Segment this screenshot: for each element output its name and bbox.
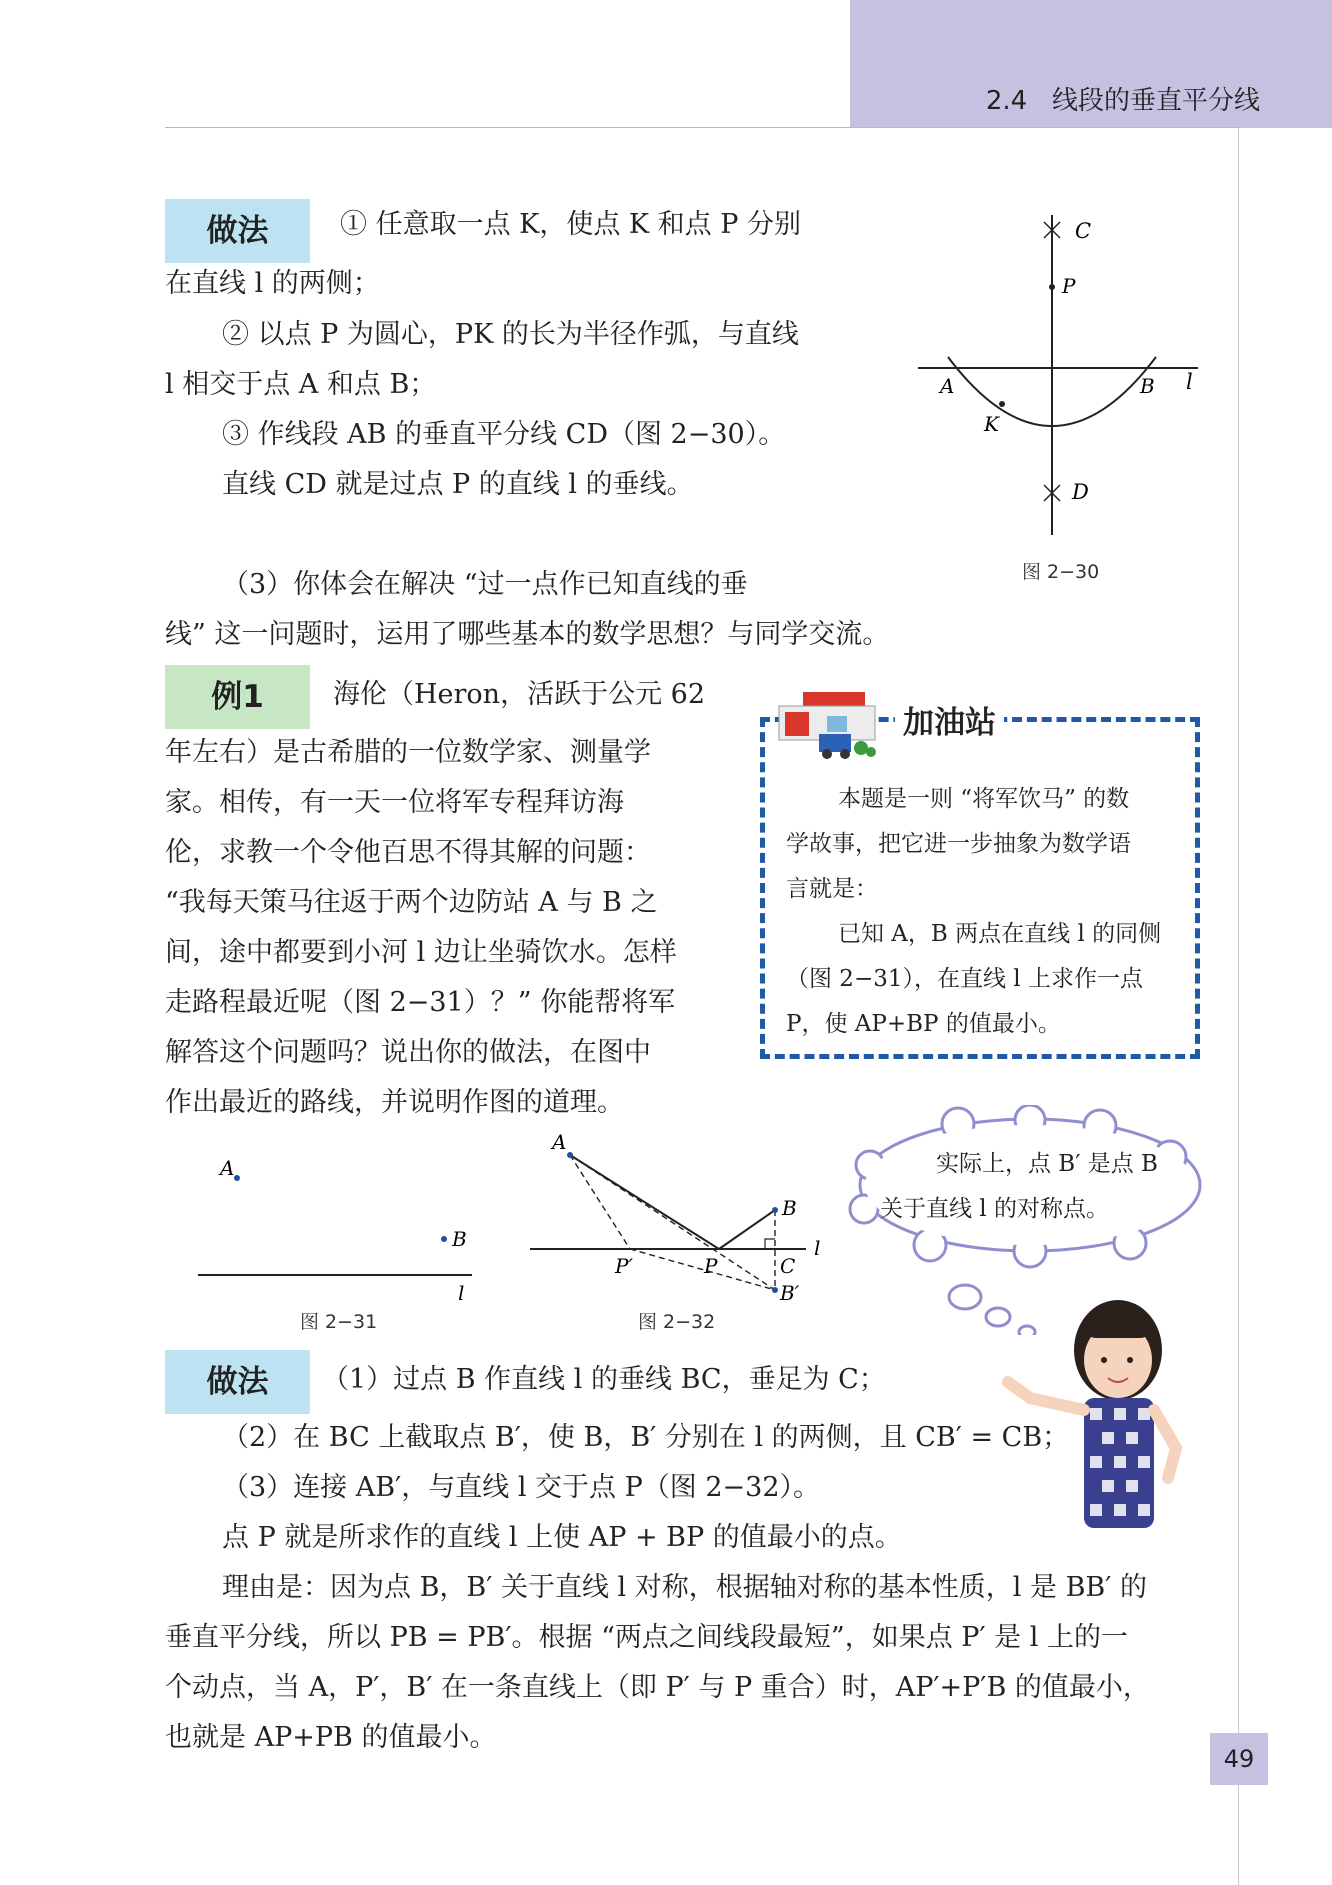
label-k: K [984,412,999,436]
gas-line6: P，使 AP+BP 的值最小。 [786,1011,1061,1037]
figure-2-30 [900,205,1220,535]
point-a [234,1175,240,1181]
gas-station-title: 加油站 [895,697,1004,742]
bubble-line2: 关于直线 l 的对称点。 [880,1196,1109,1222]
segment-ap [570,1155,719,1249]
label-b: B [452,1227,467,1251]
label-l: l [814,1236,821,1260]
method1-line5: ③ 作线段 AB 的垂直平分线 CD（图 2−30）。 [222,419,786,450]
label-p: P [704,1254,718,1278]
gas-station-icon [775,682,890,764]
bubble-line1: 实际上，点 B′ 是点 B [936,1151,1158,1177]
label-l: l [458,1281,465,1305]
label-l: l [1186,370,1193,394]
segment-pb [719,1210,775,1249]
example1-line5: “我每天策马往返于两个边防站 A 与 B 之 [165,887,658,918]
label-a: A [552,1130,567,1154]
example1-line3: 家。相传，有一天一位将军专程拜访海 [165,787,624,818]
example1-line9: 作出最近的路线，并说明作图的道理。 [165,1087,624,1118]
label-p-prime: P′ [615,1254,633,1278]
example1-line2: 年左右）是古希腊的一位数学家、测量学 [165,737,651,768]
method2-line7: 个动点，当 A，P′，B′ 在一条直线上（即 P′ 与 P 重合）时，AP′+P′B 的值最小， [165,1672,1150,1703]
margin-rule [1238,128,1239,1885]
question3-line2: 线” 这一问题时，运用了哪些基本的数学思想？与同学交流。 [165,619,890,650]
method2-line2: （2）在 BC 上截取点 B′，使 B，B′ 分别在 l 的两侧，且 CB′ = CB； [222,1422,1070,1453]
gas-line3: 言就是： [786,876,878,902]
example1-line7: 走路程最近呢（图 2−31）？” 你能帮将军 [165,987,676,1018]
example1-line1: 海伦（Heron，活跃于公元 62 [333,679,706,710]
method2-line8: 也就是 AP+PB 的值最小。 [165,1722,497,1753]
label-c: C [1075,219,1092,243]
gas-line1: 本题是一则 “将军饮马” 的数 [838,786,1130,812]
question3-line1: （3）你体会在解决 “过一点作已知直线的垂 [222,569,748,600]
method2-line4: 点 P 就是所求作的直线 l 上使 AP + BP 的值最小的点。 [222,1522,902,1553]
figure-2-31 [190,1145,490,1310]
gas-line2: 学故事，把它进一步抽象为数学语 [786,831,1131,857]
header-rule [165,127,1240,128]
point-k [999,401,1005,407]
method1-line1: ① 任意取一点 K，使点 K 和点 P 分别 [340,209,802,240]
method2-line1: （1）过点 B 作直线 l 的垂线 BC，垂足为 C； [322,1364,886,1395]
label-c: C [780,1254,796,1278]
figure-2-31-caption: 图 2−31 [300,1311,378,1333]
figure-2-30-caption: 图 2−30 [1022,561,1100,583]
method1-line6: 直线 CD 就是过点 P 的直线 l 的垂线。 [222,469,694,500]
section-title: 线段的垂直平分线 [1051,86,1260,116]
segment-ap-prime [570,1155,630,1249]
method2-line6: 垂直平分线，所以 PB = PB′。根据 “两点之间线段最短”，如果点 P′ 是 l 上的一 [165,1622,1128,1653]
figure-2-32-caption: 图 2−32 [638,1311,716,1333]
right-angle-mark [765,1239,775,1249]
section-number: 2.4 [985,86,1028,116]
method-label: 做法 [165,199,310,263]
method2-line3: （3）连接 AB′，与直线 l 交于点 P（图 2−32）。 [222,1472,821,1503]
method2-line5: 理由是：因为点 B，B′ 关于直线 l 对称，根据轴对称的基本性质，l 是 BB′ 的 [222,1572,1147,1603]
label-b-prime: B′ [780,1281,800,1305]
example-label: 例1 [165,665,310,729]
label-b: B [782,1196,797,1220]
point-p [1049,284,1055,290]
example1-line8: 解答这个问题吗？说出你的做法，在图中 [165,1037,651,1068]
section-heading [986,80,1260,117]
example1-line4: 伦，求教一个令他百思不得其解的问题： [165,837,651,868]
label-b: B [1140,374,1155,398]
gas-line4: 已知 A，B 两点在直线 l 的同侧 [838,921,1162,947]
point-b-prime [772,1287,778,1293]
method1-line4: l 相交于点 A 和点 B； [165,369,437,400]
figure-2-32 [520,1125,840,1305]
point-a [567,1152,573,1158]
method-label-2: 做法 [165,1350,310,1414]
method1-line3: ② 以点 P 为圆心，PK 的长为半径作弧，与直线 [222,319,799,350]
example1-line6: 间，途中都要到小河 l 边让坐骑饮水。怎样 [165,937,677,968]
segment-p-prime-b-prime [630,1249,775,1290]
label-p: P [1062,274,1076,298]
label-d: D [1072,480,1089,504]
gas-line5: （图 2−31），在直线 l 上求作一点 [786,966,1143,992]
method1-line2: 在直线 l 的两侧； [165,268,380,299]
point-b [441,1236,447,1242]
label-a: A [940,374,955,398]
label-a: A [220,1156,235,1180]
point-b [772,1207,778,1213]
page-number: 49 [1210,1733,1268,1785]
